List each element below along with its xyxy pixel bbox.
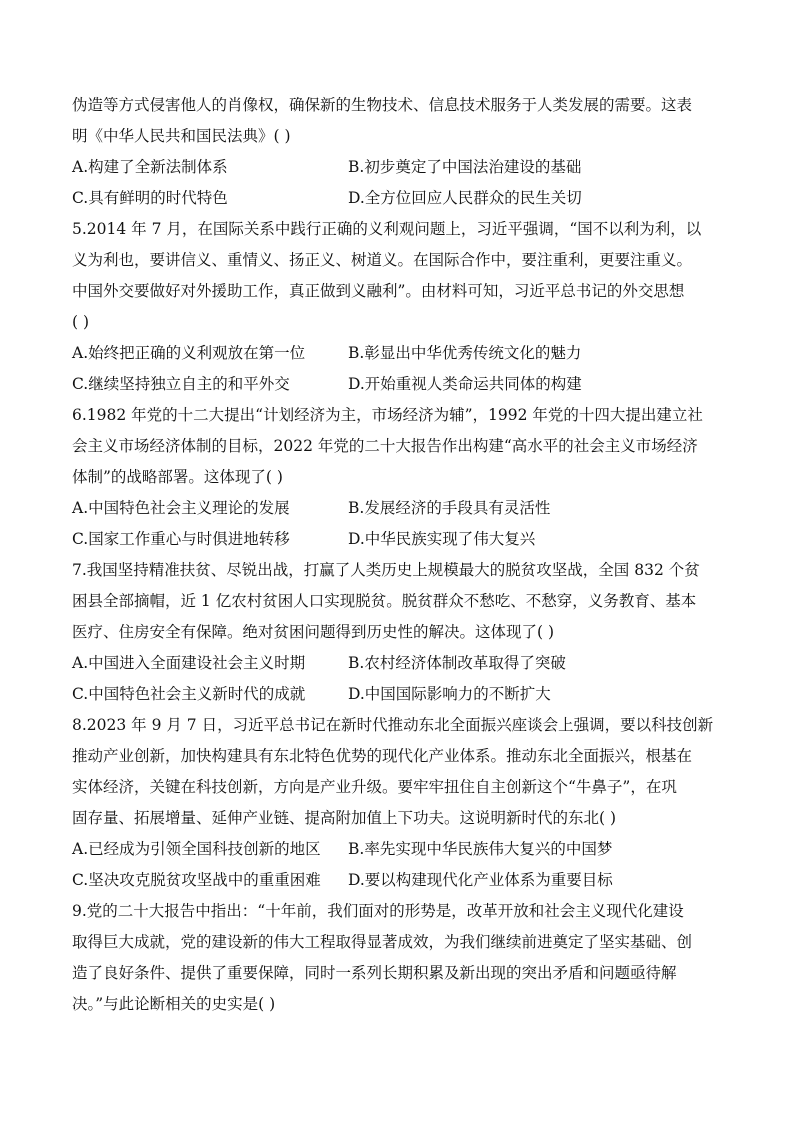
question-text-line: 取得巨大成就，党的建设新的伟大工程取得显著成效，为我们继续前进奠定了坚实基础、创 [72, 933, 693, 951]
options-row [72, 648, 722, 679]
question-text-line: 伪造等方式侵害他人的肖像权，确保新的生物技术、信息技术服务于人类发展的需要。这表 [72, 96, 693, 114]
question-text-line: 6.1982 年党的十二大提出“计划经济为主，市场经济为辅”，1992 年党的十四大提出建立社 [72, 406, 703, 424]
question-4-continued [72, 90, 722, 214]
question-text-line: 困县全部摘帽，近 1 亿农村贫困人口实现脱贫。脱贫群众不愁吃、不愁穿，义务教育、基本 [72, 592, 697, 610]
question-text-line: 固存量、拓展增量、延伸产业链、提高附加值上下功夫。这说明新时代的东北( ) [72, 809, 617, 827]
option-a: A.构建了全新法制体系 [72, 158, 228, 176]
option-c: C.具有鲜明的时代特色 [72, 189, 228, 207]
options-row [72, 183, 722, 214]
option-a: A.中国特色社会主义理论的发展 [72, 499, 290, 517]
question-text-line: 9.党的二十大报告中指出：“十年前，我们面对的形势是，改革开放和社会主义现代化建设 [72, 902, 684, 920]
option-c: C.国家工作重心与时俱进地转移 [72, 530, 290, 548]
option-b: B.农村经济体制改革取得了突破 [348, 654, 566, 672]
option-c: C.中国特色社会主义新时代的成就 [72, 685, 306, 703]
option-b: B.彰显出中华优秀传统文化的魅力 [348, 344, 582, 362]
options-row [72, 865, 722, 896]
option-d: D.中国国际影响力的不断扩大 [348, 685, 551, 703]
option-b: B.初步奠定了中国法治建设的基础 [348, 158, 582, 176]
question-text-line: 体制”的战略部署。这体现了( ) [72, 468, 283, 486]
option-c: C.坚决攻克脱贫攻坚战中的重重困难 [72, 871, 321, 889]
option-b: B.发展经济的手段具有灵活性 [348, 499, 551, 517]
option-d: D.开始重视人类命运共同体的构建 [348, 375, 582, 393]
question-text-line: 7.我国坚持精准扶贫、尽锐出战，打赢了人类历史上规模最大的脱贫攻坚战，全国 832 个贫 [72, 561, 700, 579]
question-6 [72, 400, 722, 555]
options-row [72, 493, 722, 524]
question-text-line: 义为利也，要讲信义、重情义、扬正义、树道义。在国际合作中，要注重利，更要注重义。 [72, 251, 693, 269]
question-text-line: 8.2023 年 9 月 7 日，习近平总书记在新时代推动东北全面振兴座谈会上强调，要以科技创新 [72, 716, 714, 734]
question-7 [72, 555, 722, 710]
question-text-line: 会主义市场经济体制的目标，2022 年党的二十大报告作出构建“高水平的社会主义市场经济 [72, 437, 698, 455]
option-a: A.已经成为引领全国科技创新的地区 [72, 840, 321, 858]
question-text-line: 明《中华人民共和国民法典》( ) [72, 127, 291, 145]
option-d: D.中华民族实现了伟大复兴 [348, 530, 536, 548]
option-d: D.要以构建现代化产业体系为重要目标 [348, 871, 613, 889]
options-row [72, 152, 722, 183]
options-row [72, 338, 722, 369]
options-row [72, 834, 722, 865]
question-text-line: ( ) [72, 313, 90, 331]
option-a: A.始终把正确的义利观放在第一位 [72, 344, 306, 362]
question-text-line: 造了良好条件、提供了重要保障，同时一系列长期积累及新出现的突出矛盾和问题亟待解 [72, 964, 677, 982]
option-a: A.中国进入全面建设社会主义时期 [72, 654, 306, 672]
option-c: C.继续坚持独立自主的和平外交 [72, 375, 290, 393]
question-text-line: 医疗、住房安全有保障。绝对贫困问题得到历史性的解决。这体现了( ) [72, 623, 555, 641]
question-text-line: 推动产业创新，加快构建具有东北特色优势的现代化产业体系。推动东北全面振兴，根基在 [72, 747, 693, 765]
question-5 [72, 214, 722, 400]
question-text-line: 实体经济，关键在科技创新，方向是产业升级。要牢牢扭住自主创新这个“牛鼻子”，在巩 [72, 778, 677, 796]
options-row [72, 524, 722, 555]
question-text-line: 中国外交要做好对外援助工作，真正做到义融利”。由材料可知，习近平总书记的外交思想 [72, 282, 685, 300]
exam-page [72, 90, 722, 1020]
question-text-line: 5.2014 年 7 月，在国际关系中践行正确的义利观问题上，习近平强调，“国不以利为利，以 [72, 220, 702, 238]
option-d: D.全方位回应人民群众的民生关切 [348, 189, 582, 207]
options-row [72, 369, 722, 400]
options-row [72, 679, 722, 710]
question-text-line: 决。”与此论断相关的史实是( ) [72, 995, 276, 1013]
option-b: B.率先实现中华民族伟大复兴的中国梦 [348, 840, 613, 858]
question-9 [72, 896, 722, 1020]
question-8 [72, 710, 722, 896]
